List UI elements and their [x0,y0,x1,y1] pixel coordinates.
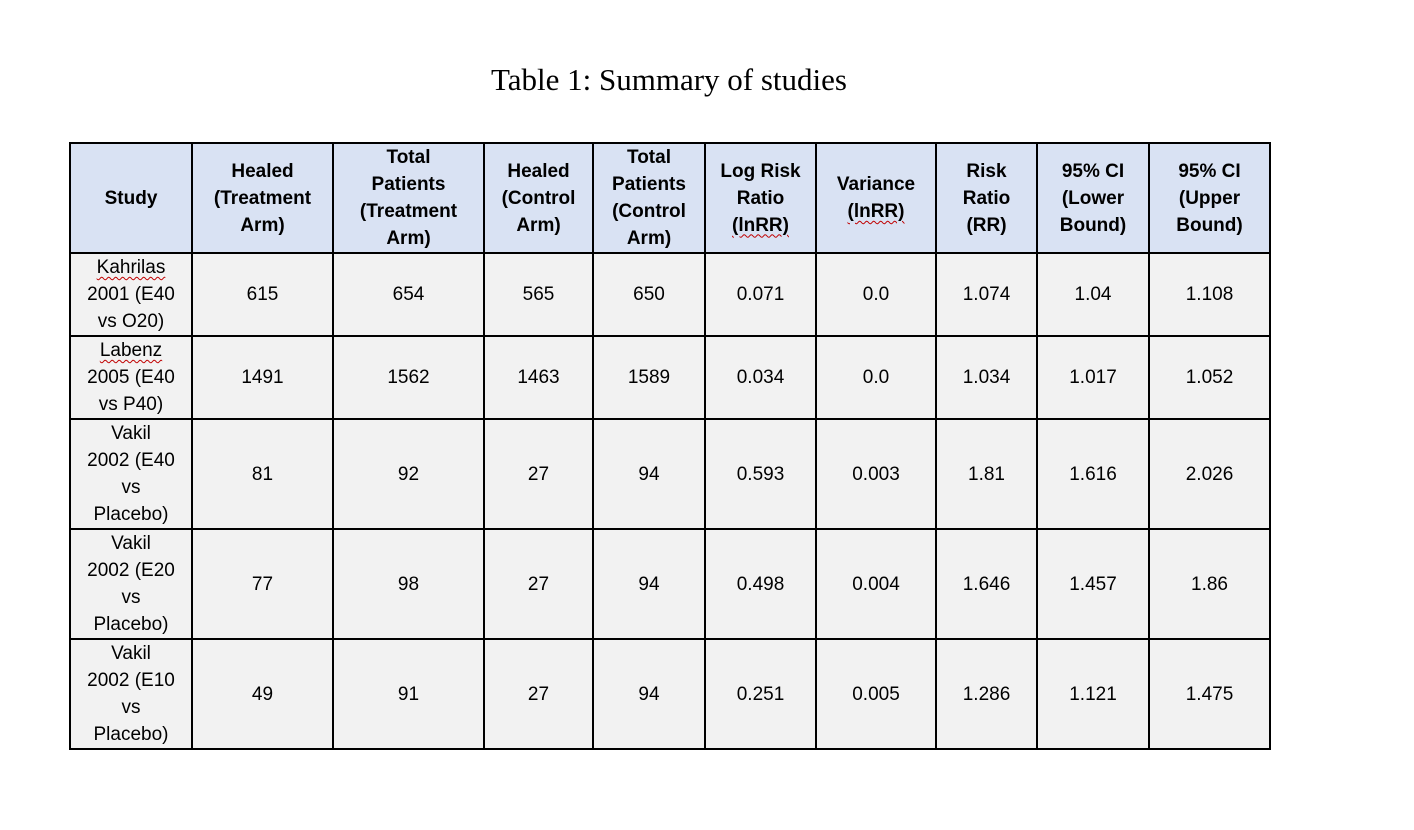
risk-ratio-cell: 1.81 [936,419,1037,529]
header-total-control: Total Patients (Control Arm) [593,143,705,253]
variance-cell: 0.003 [816,419,936,529]
header-log-risk-ratio: Log Risk Ratio (lnRR) [705,143,816,253]
total-control-cell: 94 [593,529,705,639]
ci-lower-cell: 1.017 [1037,336,1149,419]
ci-lower-cell: 1.121 [1037,639,1149,749]
study-cell: Vakil 2002 (E10 vs Placebo) [70,639,192,749]
log-risk-ratio-cell: 0.034 [705,336,816,419]
risk-ratio-cell: 1.286 [936,639,1037,749]
risk-ratio-cell: 1.034 [936,336,1037,419]
table-row [70,253,1270,336]
table-row [70,419,1270,529]
healed-treatment-cell: 615 [192,253,333,336]
table-caption: Table 1: Summary of studies [490,62,847,97]
total-treatment-cell: 92 [333,419,484,529]
header-study-label: Study [104,187,158,209]
study-cell: Vakil 2002 (E40 vs Placebo) [70,419,192,529]
ci-lower-cell: 1.616 [1037,419,1149,529]
table-row [70,336,1270,419]
log-risk-ratio-cell: 0.071 [705,253,816,336]
total-treatment-cell: 1562 [333,336,484,419]
header-ci-upper: 95% CI (Upper Bound) [1149,143,1270,253]
table-row [70,639,1270,749]
ci-upper-cell: 1.108 [1149,253,1270,336]
log-risk-ratio-cell: 0.251 [705,639,816,749]
ci-lower-cell: 1.04 [1037,253,1149,336]
table-row [70,529,1270,639]
study-cell: Kahrilas 2001 (E40 vs O20) [70,253,192,336]
healed-treatment-cell: 1491 [192,336,333,419]
variance-cell: 0.005 [816,639,936,749]
healed-treatment-cell: 77 [192,529,333,639]
log-risk-ratio-cell: 0.593 [705,419,816,529]
log-risk-ratio-cell: 0.498 [705,529,816,639]
healed-treatment-cell: 49 [192,639,333,749]
variance-cell: 0.0 [816,253,936,336]
healed-control-cell: 1463 [484,336,593,419]
ci-upper-cell: 1.86 [1149,529,1270,639]
total-treatment-cell: 98 [333,529,484,639]
total-control-cell: 650 [593,253,705,336]
header-study [70,143,192,253]
variance-cell: 0.0 [816,336,936,419]
total-treatment-cell: 91 [333,639,484,749]
healed-treatment-cell: 81 [192,419,333,529]
header-row [70,143,1270,253]
header-variance: Variance (lnRR) [816,143,936,253]
header-healed-control: Healed (Control Arm) [484,143,593,253]
healed-control-cell: 27 [484,529,593,639]
ci-upper-cell: 2.026 [1149,419,1270,529]
ci-lower-cell: 1.457 [1037,529,1149,639]
risk-ratio-cell: 1.646 [936,529,1037,639]
healed-control-cell: 27 [484,419,593,529]
ci-upper-cell: 1.475 [1149,639,1270,749]
total-control-cell: 94 [593,639,705,749]
ci-upper-cell: 1.052 [1149,336,1270,419]
healed-control-cell: 27 [484,639,593,749]
risk-ratio-cell: 1.074 [936,253,1037,336]
header-ci-lower: 95% CI (Lower Bound) [1037,143,1149,253]
study-cell: Labenz 2005 (E40 vs P40) [70,336,192,419]
header-total-treatment: Total Patients (Treatment Arm) [333,143,484,253]
total-control-cell: 94 [593,419,705,529]
total-control-cell: 1589 [593,336,705,419]
summary-table [69,142,1271,750]
header-healed-treatment: Healed (Treatment Arm) [192,143,333,253]
variance-cell: 0.004 [816,529,936,639]
total-treatment-cell: 654 [333,253,484,336]
healed-control-cell: 565 [484,253,593,336]
study-cell: Vakil 2002 (E20 vs Placebo) [70,529,192,639]
header-risk-ratio: Risk Ratio (RR) [936,143,1037,253]
